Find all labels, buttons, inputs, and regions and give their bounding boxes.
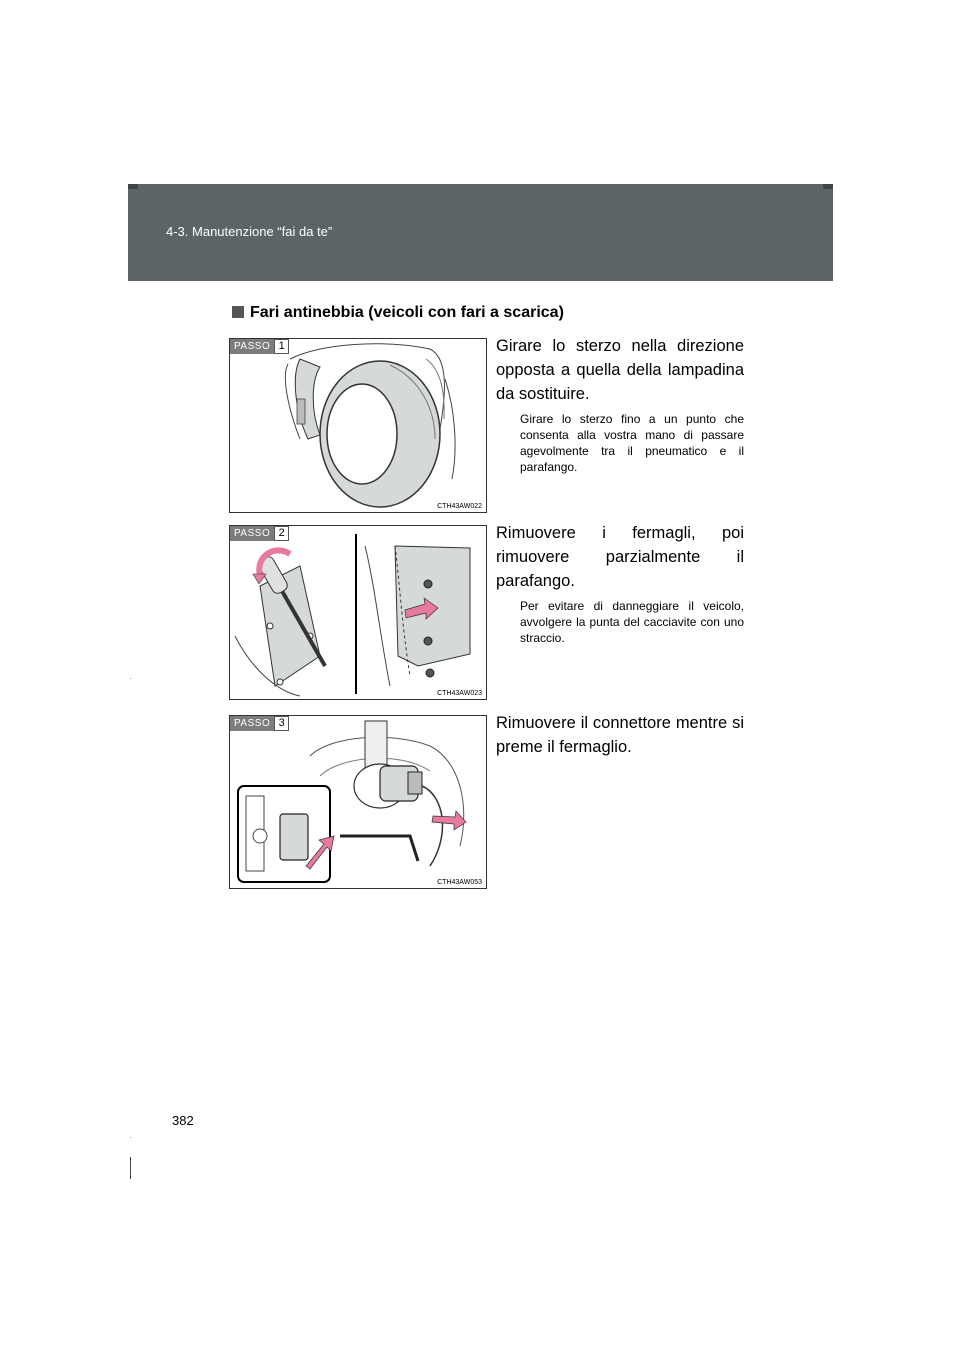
margin-dot bbox=[130, 1137, 131, 1138]
badge-word: PASSO bbox=[230, 526, 274, 541]
square-bullet-icon bbox=[232, 306, 244, 318]
margin-dot bbox=[130, 678, 131, 679]
section-title bbox=[232, 304, 564, 322]
header-corner-right bbox=[823, 184, 833, 189]
page-number: 382 bbox=[172, 1113, 194, 1128]
badge-number: 3 bbox=[274, 716, 289, 731]
figure-code: CTH43AW053 bbox=[437, 879, 482, 886]
figure-step-1 bbox=[229, 338, 487, 513]
connector-illustration bbox=[230, 716, 486, 888]
figure-code: CTH43AW022 bbox=[437, 503, 482, 510]
figure-step-3 bbox=[229, 715, 487, 889]
badge-word: PASSO bbox=[230, 716, 274, 731]
step-badge-1 bbox=[230, 339, 289, 354]
step-2-note: Per evitare di danneggiare il veicolo, avvolgere la punta del cacciavite con uno straccio. bbox=[520, 599, 744, 645]
figure-step-2 bbox=[229, 525, 487, 700]
badge-number: 1 bbox=[274, 339, 289, 354]
section-label: 4-3. Manutenzione “fai da te” bbox=[166, 224, 333, 239]
badge-word: PASSO bbox=[230, 339, 274, 354]
step-3-instruction: Rimuovere il connettore mentre si preme il fermaglio. bbox=[496, 714, 744, 756]
step-1-instruction: Girare lo sterzo nella direzione opposta a quella della lampadina da sostituire. bbox=[496, 337, 744, 403]
header-band bbox=[128, 184, 833, 281]
figure-code: CTH43AW023 bbox=[437, 690, 482, 697]
step-badge-2 bbox=[230, 526, 289, 541]
tire-fender-illustration bbox=[230, 339, 486, 512]
badge-number: 2 bbox=[274, 526, 289, 541]
screwdriver-fender-illustration bbox=[230, 526, 486, 699]
step-2-instruction: Rimuovere i fermagli, poi rimuovere parzialmente il parafango. bbox=[496, 524, 744, 590]
header-corner-left bbox=[128, 184, 138, 189]
step-badge-3 bbox=[230, 716, 289, 731]
margin-mark bbox=[130, 1157, 131, 1179]
section-title-text: Fari antinebbia (veicoli con fari a scarica) bbox=[250, 304, 564, 321]
step-1-note: Girare lo sterzo fino a un punto che consenta alla vostra mano di passare agevolmente tra il pneumatico e il parafango. bbox=[520, 412, 744, 474]
